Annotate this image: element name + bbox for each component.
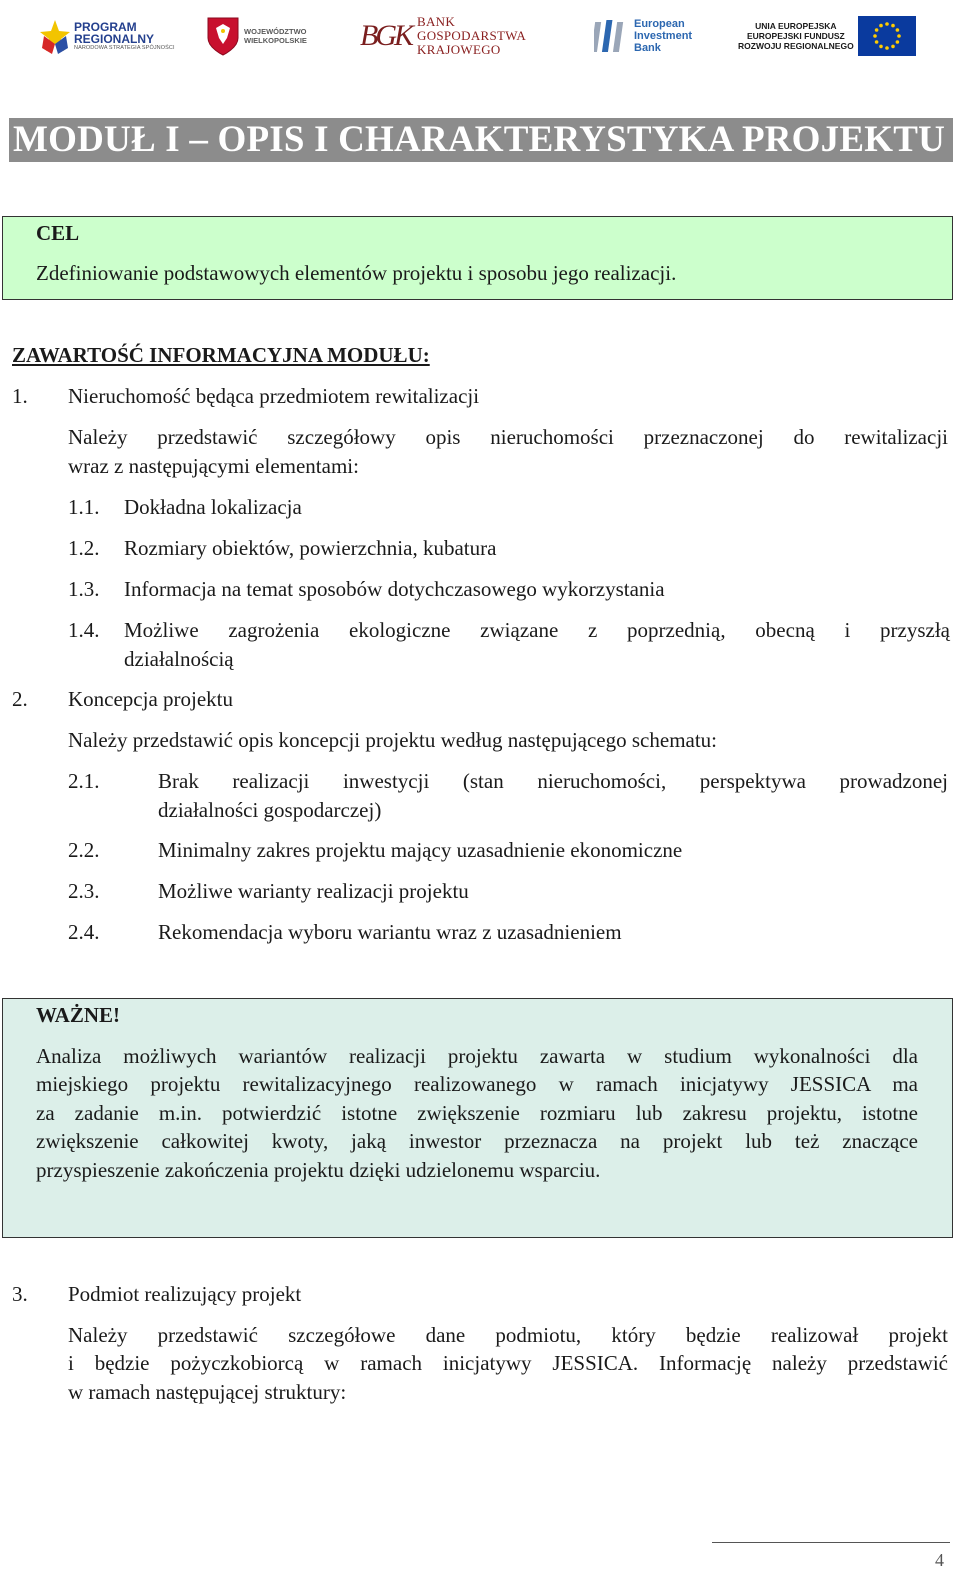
item-2-1-text-line2: działalności gospodarczej) [158, 798, 382, 822]
cel-heading: CEL [36, 221, 80, 245]
wazne-line-4: zwiększenie całkowitej kwoty, jaką inwestor przeznacza na projekt lub też znaczące [36, 1129, 918, 1153]
wazne-line-5: przyspieszenie zakończenia projektu dzięki udzielonemu wsparciu. [36, 1158, 601, 1182]
section3-line-3: w ramach następującej struktury: [68, 1380, 347, 1404]
section1-title: Nieruchomość będąca przedmiotem rewitalizacji [68, 384, 480, 408]
bgk-mark: BGK [360, 18, 411, 52]
header-logos [0, 8, 960, 64]
program-regionalny-tagline: NARODOWA STRATEGIA SPÓJNOŚCI [74, 44, 175, 51]
item-1-4-number: 1.4. [68, 618, 100, 642]
wazne-line-3: za zadanie m.in. potwierdzić istotne zwiększenie rozmiaru lub zakresu projektu, istotne [36, 1101, 918, 1125]
wazne-line-1: Analiza możliwych wariantów realizacji projektu zawarta w studium wykonalności dla [36, 1044, 918, 1068]
eu-line2: EUROPEJSKI FUNDUSZ [746, 31, 845, 41]
item-1-3-text: Informacja na temat sposobów dotychczasowego wykorzystania [124, 577, 665, 601]
item-1-3-number: 1.3. [68, 577, 100, 601]
item-1-2-number: 1.2. [68, 536, 100, 560]
page-number: 4 [935, 1550, 944, 1570]
section3-title: Podmiot realizujący projekt [68, 1282, 302, 1306]
eib-line3: Bank [634, 42, 661, 54]
eu-line3: ROZWOJU REGIONALNEGO [738, 41, 854, 51]
section2-intro: Należy przedstawić opis koncepcji projektu według następującego schematu: [68, 728, 718, 752]
eu-flag-icon [858, 16, 916, 56]
wojewodztwo-shield-icon [206, 16, 240, 56]
section2-title: Koncepcja projektu [68, 687, 234, 711]
eib-line2: Investment [634, 30, 693, 42]
module-title-band [9, 118, 953, 162]
item-2-1-number: 2.1. [68, 769, 100, 793]
bgk-line2: GOSPODARSTWA [417, 28, 527, 43]
section3-number: 3. [12, 1282, 28, 1306]
program-regionalny-star-icon [40, 18, 70, 54]
wazne-line-2: miejskiego projektu rewitalizacyjnego realizowanego w ramach inicjatywy JESSICA ma [36, 1072, 918, 1096]
item-2-3-text: Możliwe warianty realizacji projektu [158, 879, 469, 903]
bgk-line1: BANK [417, 14, 456, 29]
footer-divider [712, 1542, 950, 1543]
item-2-2-text: Minimalny zakres projektu mający uzasadnienie ekonomiczne [158, 838, 683, 862]
cel-box [2, 216, 953, 300]
bgk-line3: KRAJOWEGO [417, 42, 501, 57]
section1-intro-line1: Należy przedstawić szczegółowy opis nieruchomości przeznaczonej do rewitalizacji [68, 425, 948, 449]
item-1-4-text-line1: Możliwe zagrożenia ekologiczne związane z poprzednią, obecną i przyszłą [124, 618, 950, 642]
section1-number: 1. [12, 384, 28, 408]
eib-logo [594, 14, 692, 58]
wazne-heading: WAŻNE! [36, 1003, 121, 1027]
wazne-box [2, 998, 953, 1238]
section3-line-2: i będzie pożyczkobiorcą w ramach inicjatywy JESSICA. Informację należy przedstawić [68, 1351, 948, 1375]
item-2-3-number: 2.3. [68, 879, 100, 903]
item-2-2-number: 2.2. [68, 838, 100, 862]
item-1-1-text: Dokładna lokalizacja [124, 495, 302, 519]
contents-heading: ZAWARTOŚĆ INFORMACYJNA MODUŁU: [12, 343, 430, 367]
wojewodztwo-logo [206, 14, 307, 58]
section2-number: 2. [12, 687, 28, 711]
bgk-logo [360, 14, 526, 58]
program-regionalny-logo [40, 14, 175, 58]
eu-logo [738, 14, 916, 58]
program-regionalny-line2: REGIONALNY [74, 31, 155, 46]
section3-line-1: Należy przedstawić szczegółowe dane podmiotu, który będzie realizował projekt [68, 1323, 948, 1347]
item-1-2-text: Rozmiary obiektów, powierzchnia, kubatura [124, 536, 497, 560]
eib-line1: European [634, 18, 685, 30]
eu-line1: UNIA EUROPEJSKA [755, 21, 837, 31]
wojewodztwo-line2: WIELKOPOLSKIE [244, 36, 307, 45]
item-2-1-text-line1: Brak realizacji inwestycji (stan nieruchomości, perspektywa prowadzonej [158, 769, 948, 793]
item-1-1-number: 1.1. [68, 495, 100, 519]
item-1-4-text-line2: działalnością [124, 647, 234, 671]
cel-text: Zdefiniowanie podstawowych elementów projektu i sposobu jego realizacji. [36, 261, 677, 285]
item-2-4-number: 2.4. [68, 920, 100, 944]
item-2-4-text: Rekomendacja wyboru wariantu wraz z uzasadnieniem [158, 920, 622, 944]
module-title: MODUŁ I – OPIS I CHARAKTERYSTYKA PROJEKTU [13, 119, 946, 160]
wojewodztwo-line1: WOJEWÓDZTWO [244, 27, 307, 36]
program-regionalny-line1: PROGRAM [74, 19, 137, 34]
section1-intro-line2: wraz z następującymi elementami: [68, 454, 359, 478]
eib-bars-icon [594, 16, 628, 56]
